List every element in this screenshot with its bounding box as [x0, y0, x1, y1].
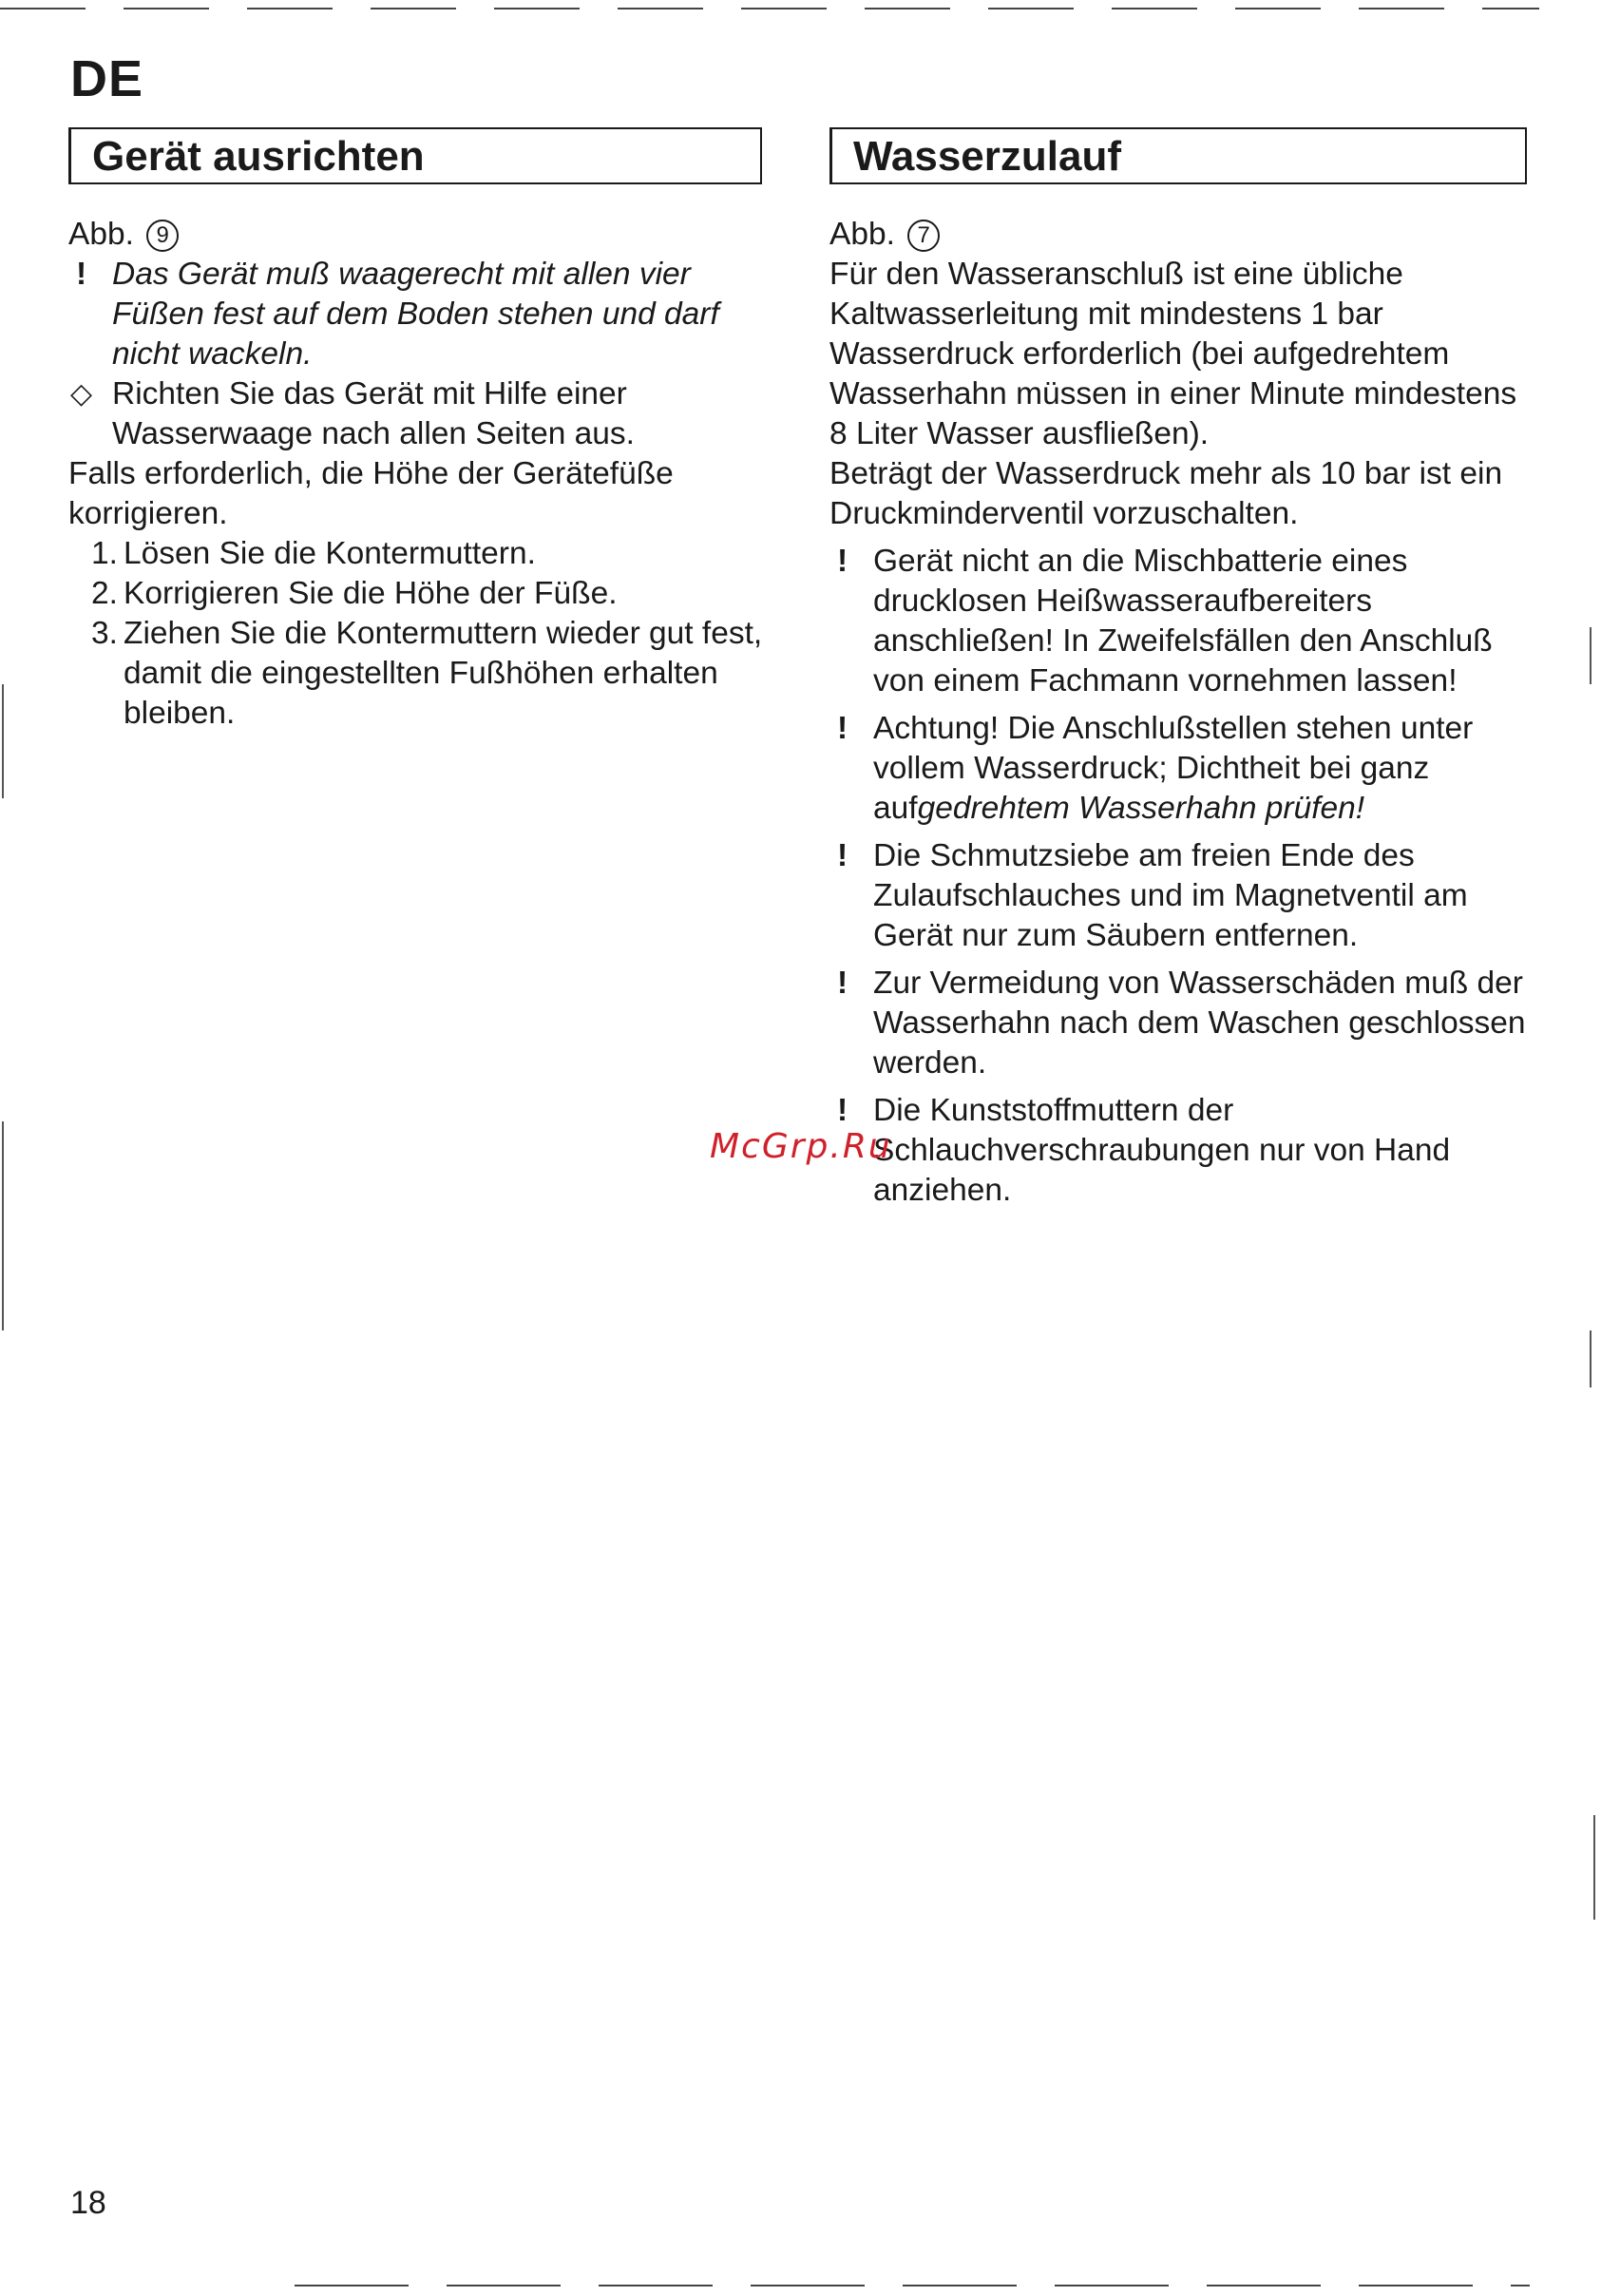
warning-text: Achtung! Die Anschlußstellen stehen unter vollem Wasserdruck; Dichtheit bei ganz auf [873, 711, 1474, 826]
warning-icon: ! [837, 838, 848, 873]
step-number: 1. [91, 536, 118, 571]
warning-item [68, 255, 772, 374]
section-heading: Wasserzulauf [853, 133, 1122, 180]
figure-reference [829, 215, 1533, 255]
note-text: Falls erforderlich, die Höhe der Gerätefüße korrigieren. [68, 456, 674, 531]
warning-item [829, 964, 1533, 1083]
warning-item [829, 709, 1533, 829]
warning-text: Die Kunststoffmuttern der Schlauchverschraubungen nur von Hand anziehen. [873, 1093, 1451, 1208]
page-number: 18 [70, 2185, 106, 2221]
figure-reference [68, 215, 772, 255]
intro-text: Für den Wasseranschluß ist eine übliche Kaltwasserleitung mit mindestens 1 bar Wasserdruck erforderlich (bei aufgedrehtem Wasserhahn müssen in einer Minute mindestens 8 Liter Wasser ausfließen). [829, 257, 1517, 451]
section-body [68, 215, 772, 734]
list-item [68, 614, 772, 734]
step-text: Lösen Sie die Kontermuttern. [124, 536, 536, 571]
step-number: 2. [91, 576, 118, 611]
diamond-icon: ◇ [70, 378, 93, 410]
top-border-dashes [0, 8, 1539, 10]
warning-item [829, 1091, 1533, 1211]
warning-icon: ! [837, 1093, 848, 1128]
right-edge-mark [1593, 1815, 1595, 1920]
warning-icon: ! [76, 257, 87, 292]
figure-label: Abb. [68, 217, 134, 252]
watermark-link[interactable]: McGrp.Ru [710, 1127, 892, 1166]
right-edge-mark [1590, 627, 1591, 684]
warning-text-italic: gedrehtem Wasserhahn prüfen! [917, 791, 1365, 826]
bottom-border-dashes [295, 2285, 1530, 2286]
warning-item [829, 542, 1533, 701]
section-header-box [68, 127, 762, 184]
left-edge-mark [2, 1121, 4, 1330]
instruction-text: Richten Sie das Gerät mit Hilfe einer Wasserwaage nach allen Seiten aus. [112, 376, 635, 451]
step-number: 3. [91, 616, 118, 651]
warning-text: Zur Vermeidung von Wasserschäden muß der Wasserhahn nach dem Waschen geschlossen werden. [873, 966, 1526, 1081]
figure-number: 9 [146, 220, 179, 252]
section-heading: Gerät ausrichten [92, 133, 425, 180]
figure-label: Abb. [829, 217, 895, 252]
warning-item [829, 836, 1533, 956]
right-edge-mark [1590, 1330, 1591, 1387]
language-code: DE [70, 50, 144, 107]
warning-text: Gerät nicht an die Mischbatterie eines drucklosen Heißwasseraufbereiters anschließen! In Zweifelsfällen den Anschluß von einem Fachmann vornehmen lassen! [873, 544, 1493, 698]
warning-icon: ! [837, 544, 848, 579]
section-body [829, 215, 1533, 1211]
list-item [68, 574, 772, 614]
step-text: Korrigieren Sie die Höhe der Füße. [124, 576, 618, 611]
warning-text: Die Schmutzsiebe am freien Ende des Zulaufschlauches und im Magnetventil am Gerät nur zum Säubern entfernen. [873, 838, 1468, 953]
step-text: Ziehen Sie die Kontermuttern wieder gut fest, damit die eingestellten Fußhöhen erhalten bleiben. [124, 616, 763, 731]
figure-number: 7 [907, 220, 940, 252]
warning-icon: ! [837, 711, 848, 746]
warning-text: Das Gerät muß waagerecht mit allen vier Füßen fest auf dem Boden stehen und darf nicht wackeln. [112, 257, 719, 372]
pressure-note: Beträgt der Wasserdruck mehr als 10 bar ist ein Druckminderventil vorzuschalten. [829, 456, 1503, 531]
left-edge-mark [2, 684, 4, 798]
list-item [68, 534, 772, 574]
instruction-item [68, 374, 772, 454]
section-header-box [829, 127, 1527, 184]
warning-icon: ! [837, 966, 848, 1001]
